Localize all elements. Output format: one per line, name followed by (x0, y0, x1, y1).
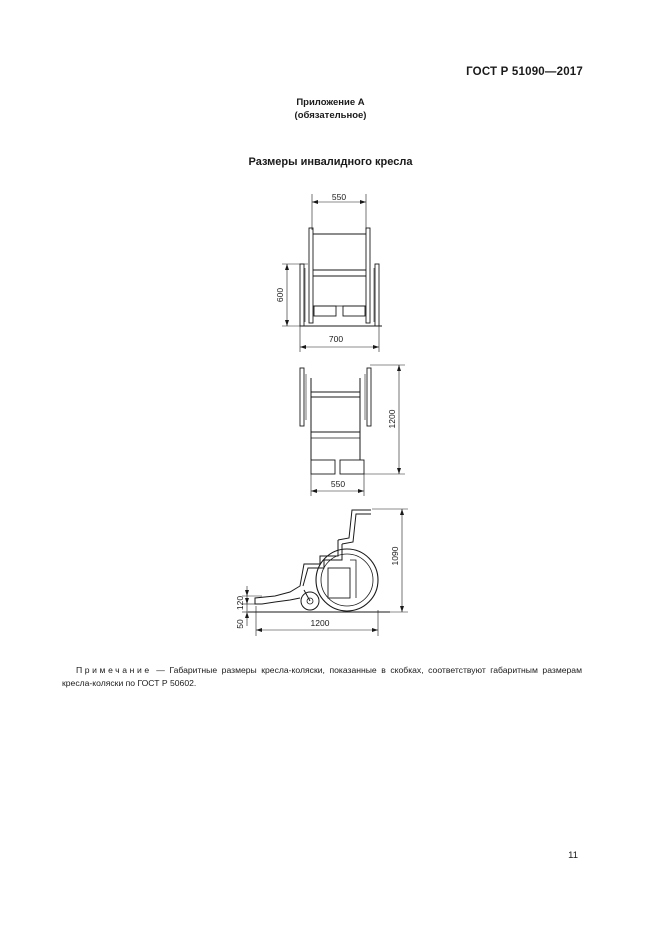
top-width-label: 550 (330, 479, 346, 489)
page-number: 11 (568, 850, 578, 861)
side-length-label: 1200 (310, 618, 330, 628)
top-view (300, 365, 405, 496)
front-bottom-width-label: 700 (328, 334, 344, 344)
front-width-label: 550 (331, 192, 347, 202)
main-wheel (316, 549, 378, 611)
side-footrest-height-label: 120 (235, 595, 245, 611)
standard-number: ГОСТ Р 51090—2017 (466, 66, 583, 78)
side-view (242, 509, 408, 636)
note-text: — Габаритные размеры кресла-коляски, показанные в скобках, соответствуют габаритным размерам кресла-коляски по ГОСТ Р 50602. (62, 665, 582, 688)
side-clearance-label: 50 (235, 619, 245, 629)
front-view (282, 194, 382, 352)
note-label: Примечание (76, 665, 152, 675)
annex-title: Приложение А (296, 97, 365, 108)
front-height-label: 600 (275, 287, 285, 303)
side-height-label: 1090 (390, 546, 400, 566)
annex-status: (обязательное) (294, 110, 367, 121)
figure-note (62, 664, 582, 690)
top-length-label: 1200 (387, 409, 397, 429)
figure-title: Размеры инвалидного кресла (248, 156, 413, 168)
